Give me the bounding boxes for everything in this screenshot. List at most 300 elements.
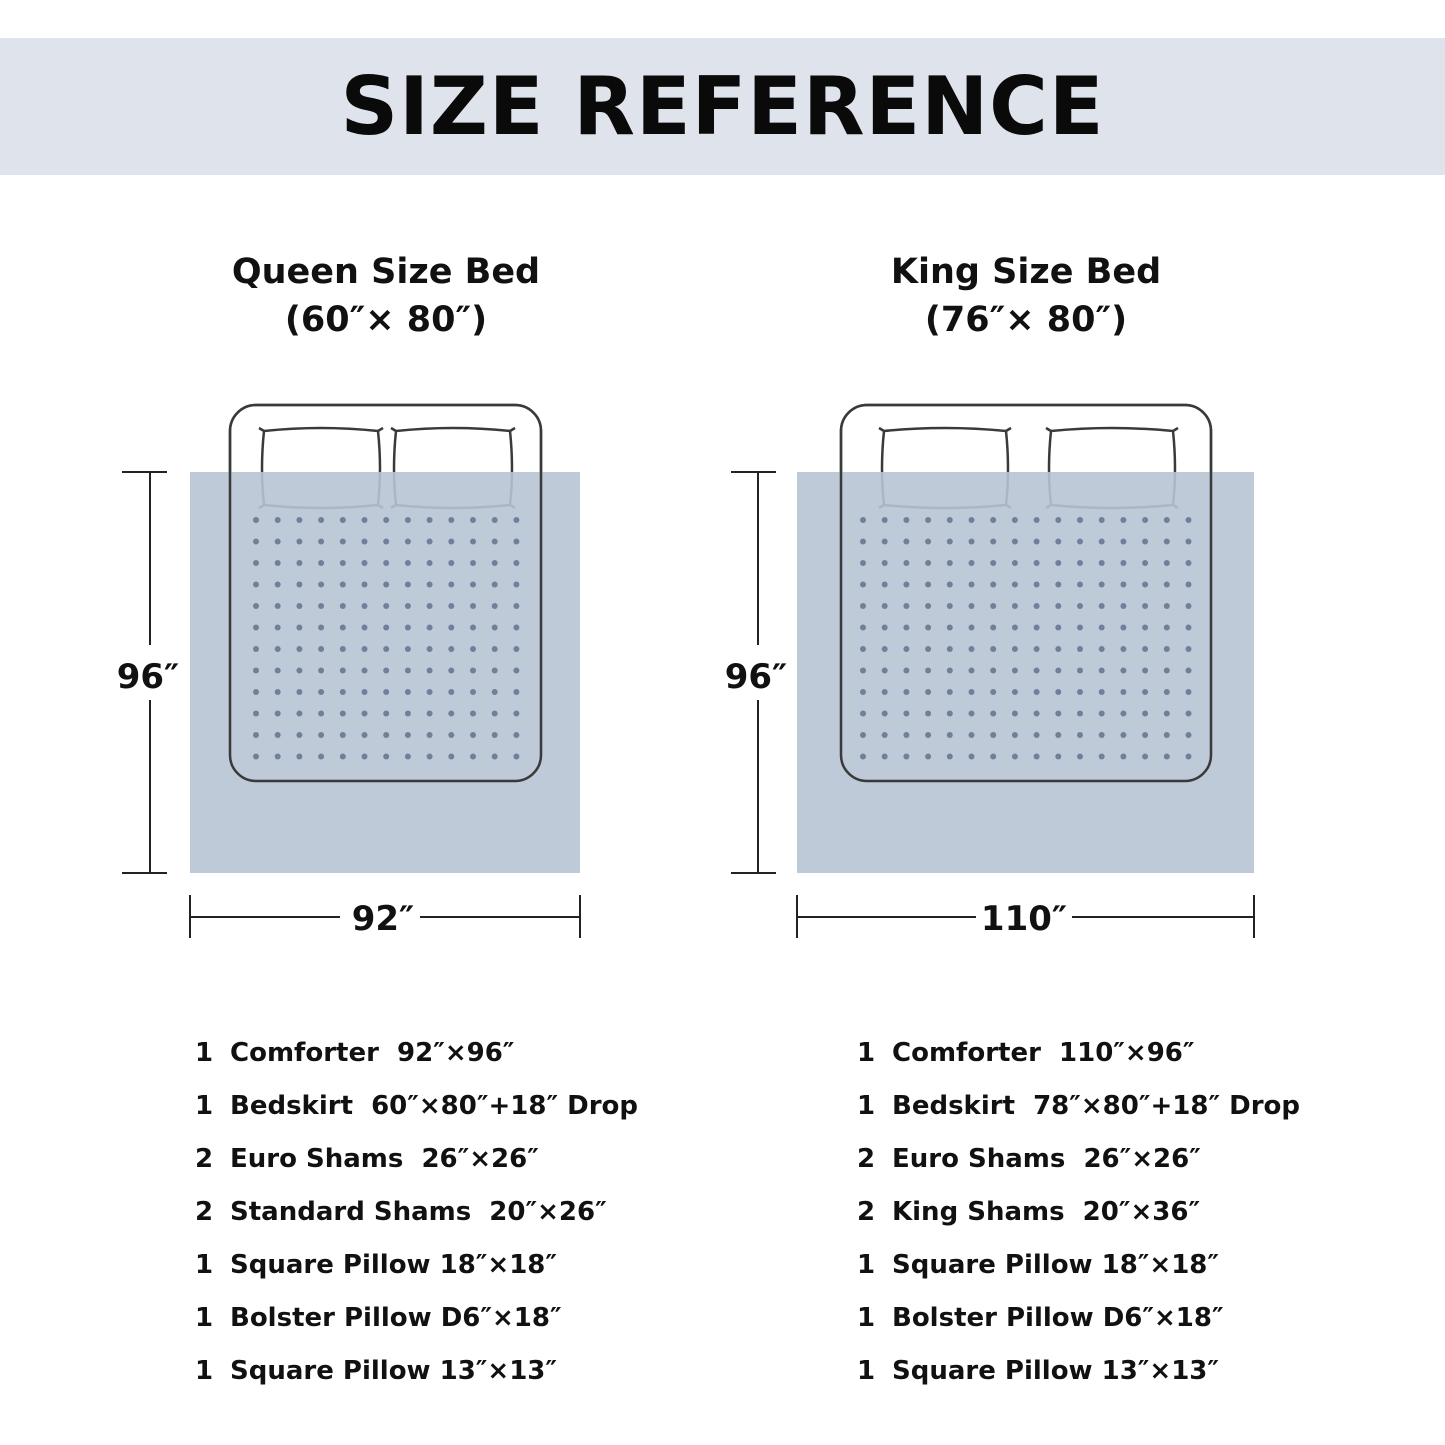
pattern-dot <box>405 668 411 674</box>
pattern-dot <box>1099 646 1105 652</box>
pattern-dot <box>969 539 975 545</box>
pattern-dot <box>296 711 302 717</box>
pattern-dot <box>513 539 519 545</box>
pattern-dot <box>253 560 259 566</box>
pattern-dot <box>275 754 281 760</box>
king-spec-item <box>857 1080 1300 1133</box>
pattern-dot <box>1099 689 1105 695</box>
pattern-dot <box>860 560 866 566</box>
pattern-dot <box>275 646 281 652</box>
pattern-dot <box>903 754 909 760</box>
pattern-dot <box>882 560 888 566</box>
pattern-dot <box>969 689 975 695</box>
pattern-dot <box>1142 560 1148 566</box>
pattern-dot <box>1055 689 1061 695</box>
king-spec-item <box>857 1186 1300 1239</box>
pattern-dot <box>990 539 996 545</box>
pattern-dot <box>448 646 454 652</box>
pattern-dot <box>340 517 346 523</box>
pattern-dot <box>470 711 476 717</box>
pattern-dot <box>925 732 931 738</box>
pattern-dot <box>448 711 454 717</box>
pattern-dot <box>296 560 302 566</box>
pattern-dot <box>1077 689 1083 695</box>
pattern-dot <box>318 603 324 609</box>
item-description: Bolster Pillow D6″×18″ <box>230 1303 562 1333</box>
item-quantity: 1 <box>857 1250 876 1280</box>
pattern-dot <box>1077 560 1083 566</box>
pattern-dot <box>1142 754 1148 760</box>
pattern-dot <box>969 560 975 566</box>
pattern-dot <box>253 582 259 588</box>
pattern-dot <box>1164 689 1170 695</box>
pattern-dot <box>427 668 433 674</box>
pattern-dot <box>383 711 389 717</box>
pattern-dot <box>1186 689 1192 695</box>
pattern-dot <box>1186 560 1192 566</box>
item-description: Comforter 92″×96″ <box>230 1038 515 1068</box>
item-quantity: 2 <box>195 1197 214 1227</box>
queen-spec-list <box>195 1027 638 1398</box>
king-spec-list <box>857 1027 1300 1398</box>
pattern-dot <box>860 754 866 760</box>
pattern-dot <box>882 711 888 717</box>
pattern-dot <box>492 517 498 523</box>
pattern-dot <box>340 603 346 609</box>
pattern-dot <box>1012 668 1018 674</box>
pattern-dot <box>903 711 909 717</box>
pattern-dot <box>383 603 389 609</box>
pattern-dot <box>990 603 996 609</box>
pattern-dot <box>1120 625 1126 631</box>
pattern-dot <box>860 711 866 717</box>
pattern-dot <box>1055 582 1061 588</box>
pattern-dot <box>383 625 389 631</box>
pattern-dot <box>1055 560 1061 566</box>
pattern-dot <box>296 603 302 609</box>
pattern-dot <box>925 560 931 566</box>
queen-spec-item <box>195 1345 638 1398</box>
pattern-dot <box>1055 668 1061 674</box>
pattern-dot <box>1055 646 1061 652</box>
pattern-dot <box>448 732 454 738</box>
pattern-dot <box>882 603 888 609</box>
pattern-dot <box>1142 517 1148 523</box>
item-description: Square Pillow 18″×18″ <box>230 1250 558 1280</box>
king-spec-item <box>857 1345 1300 1398</box>
pattern-dot <box>882 539 888 545</box>
pattern-dot <box>860 625 866 631</box>
pattern-dot <box>513 711 519 717</box>
pattern-dot <box>383 646 389 652</box>
pattern-dot <box>1055 625 1061 631</box>
pattern-dot <box>296 646 302 652</box>
pattern-dot <box>1099 560 1105 566</box>
pattern-dot <box>470 646 476 652</box>
pattern-dot <box>340 754 346 760</box>
pattern-dot <box>925 646 931 652</box>
pattern-dot <box>947 582 953 588</box>
pattern-dot <box>1186 517 1192 523</box>
pattern-dot <box>470 582 476 588</box>
item-quantity: 1 <box>857 1303 876 1333</box>
item-quantity: 2 <box>195 1144 214 1174</box>
pattern-dot <box>1142 732 1148 738</box>
item-description: Square Pillow 18″×18″ <box>892 1250 1220 1280</box>
pattern-dot <box>362 625 368 631</box>
pattern-dot <box>1077 646 1083 652</box>
pattern-dot <box>470 539 476 545</box>
pattern-dot <box>340 689 346 695</box>
pattern-dot <box>448 754 454 760</box>
pattern-dot <box>1186 603 1192 609</box>
pattern-dot <box>492 625 498 631</box>
pattern-dot <box>969 517 975 523</box>
pattern-dot <box>1012 517 1018 523</box>
pattern-dot <box>427 625 433 631</box>
pattern-dot <box>253 539 259 545</box>
pattern-dot <box>448 582 454 588</box>
pattern-dot <box>275 539 281 545</box>
pattern-dot <box>969 625 975 631</box>
pattern-dot <box>1077 625 1083 631</box>
pattern-dot <box>296 732 302 738</box>
pattern-dot <box>427 582 433 588</box>
pattern-dot <box>1099 539 1105 545</box>
pattern-dot <box>1012 732 1018 738</box>
pattern-dot <box>903 732 909 738</box>
pattern-dot <box>253 517 259 523</box>
pattern-dot <box>1077 539 1083 545</box>
pattern-dot <box>1077 582 1083 588</box>
pattern-dot <box>1077 711 1083 717</box>
pattern-dot <box>1077 517 1083 523</box>
pattern-dot <box>492 539 498 545</box>
pattern-dot <box>448 689 454 695</box>
pattern-dot <box>903 625 909 631</box>
pattern-dot <box>513 689 519 695</box>
pattern-dot <box>362 732 368 738</box>
pattern-dot <box>1164 646 1170 652</box>
item-quantity: 1 <box>857 1091 876 1121</box>
pattern-dot <box>513 625 519 631</box>
pattern-dot <box>340 539 346 545</box>
pattern-dot <box>296 625 302 631</box>
pattern-dot <box>340 668 346 674</box>
pattern-dot <box>1186 732 1192 738</box>
king-width-label: 110″ <box>980 899 1068 939</box>
pattern-dot <box>903 689 909 695</box>
pattern-dot <box>1120 754 1126 760</box>
pattern-dot <box>513 603 519 609</box>
item-description: King Shams 20″×36″ <box>892 1197 1201 1227</box>
pattern-dot <box>405 582 411 588</box>
pattern-dot <box>296 689 302 695</box>
pattern-dot <box>1186 582 1192 588</box>
pattern-dot <box>427 732 433 738</box>
king-spec-item <box>857 1133 1300 1186</box>
pattern-dot <box>1077 603 1083 609</box>
pattern-dot <box>492 646 498 652</box>
pattern-dot <box>275 517 281 523</box>
queen-spec-item <box>195 1133 638 1186</box>
pattern-dot <box>405 625 411 631</box>
pattern-dot <box>947 560 953 566</box>
pattern-dot <box>969 668 975 674</box>
pattern-dot <box>1077 732 1083 738</box>
pattern-dot <box>1077 754 1083 760</box>
pattern-dot <box>1186 711 1192 717</box>
pattern-dot <box>903 668 909 674</box>
pattern-dot <box>362 646 368 652</box>
pattern-dot <box>340 625 346 631</box>
pattern-dot <box>903 560 909 566</box>
pattern-dot <box>448 625 454 631</box>
pattern-dot <box>925 582 931 588</box>
pattern-dot <box>1034 732 1040 738</box>
pattern-dot <box>882 689 888 695</box>
item-description: Euro Shams 26″×26″ <box>892 1144 1201 1174</box>
pattern-dot <box>882 668 888 674</box>
pattern-dot <box>1164 560 1170 566</box>
pattern-dot <box>1164 603 1170 609</box>
pattern-dot <box>340 560 346 566</box>
pattern-dot <box>492 689 498 695</box>
queen-spec-item <box>195 1186 638 1239</box>
pattern-dot <box>318 754 324 760</box>
pattern-dot <box>947 732 953 738</box>
king-comforter <box>797 472 1254 873</box>
pattern-dot <box>1055 539 1061 545</box>
pattern-dot <box>492 582 498 588</box>
pattern-dot <box>492 754 498 760</box>
pattern-dot <box>1034 560 1040 566</box>
pattern-dot <box>1055 732 1061 738</box>
pattern-dot <box>1186 625 1192 631</box>
pattern-dot <box>1034 582 1040 588</box>
pattern-dot <box>1012 539 1018 545</box>
pattern-dot <box>318 539 324 545</box>
pattern-dot <box>383 517 389 523</box>
pattern-dot <box>882 646 888 652</box>
pattern-dot <box>860 668 866 674</box>
pattern-dot <box>969 582 975 588</box>
pattern-dot <box>253 625 259 631</box>
pattern-dot <box>253 754 259 760</box>
pattern-dot <box>427 603 433 609</box>
pattern-dot <box>492 732 498 738</box>
pattern-dot <box>253 603 259 609</box>
page-title: SIZE REFERENCE <box>340 60 1105 153</box>
pattern-dot <box>860 689 866 695</box>
pattern-dot <box>1099 668 1105 674</box>
pattern-dot <box>1186 668 1192 674</box>
pattern-dot <box>513 732 519 738</box>
pattern-dot <box>860 646 866 652</box>
queen-bed-diagram <box>117 405 580 939</box>
pattern-dot <box>947 625 953 631</box>
queen-width-label: 92″ <box>351 899 415 939</box>
pattern-dot <box>275 582 281 588</box>
pattern-dot <box>860 582 866 588</box>
pattern-dot <box>318 560 324 566</box>
pattern-dot <box>296 754 302 760</box>
pattern-dot <box>947 754 953 760</box>
pattern-dot <box>1034 711 1040 717</box>
pattern-dot <box>969 732 975 738</box>
item-quantity: 1 <box>195 1038 214 1068</box>
pattern-dot <box>427 646 433 652</box>
pattern-dot <box>318 668 324 674</box>
queen-height-label: 96″ <box>116 657 180 697</box>
pattern-dot <box>1055 711 1061 717</box>
pattern-dot <box>882 582 888 588</box>
pattern-dot <box>275 560 281 566</box>
pattern-dot <box>990 754 996 760</box>
king-bed-size: (76″× 80″) <box>924 300 1128 340</box>
pattern-dot <box>318 625 324 631</box>
queen-spec-item <box>195 1292 638 1345</box>
item-quantity: 2 <box>857 1197 876 1227</box>
pattern-dot <box>362 582 368 588</box>
pattern-dot <box>470 603 476 609</box>
pattern-dot <box>253 668 259 674</box>
pattern-dot <box>925 539 931 545</box>
pattern-dot <box>383 689 389 695</box>
pattern-dot <box>860 603 866 609</box>
pattern-dot <box>470 754 476 760</box>
pattern-dot <box>882 732 888 738</box>
pattern-dot <box>275 732 281 738</box>
pattern-dot <box>318 517 324 523</box>
pattern-dot <box>427 517 433 523</box>
pattern-dot <box>1012 646 1018 652</box>
pattern-dot <box>925 668 931 674</box>
queen-spec-item <box>195 1080 638 1133</box>
pattern-dot <box>903 646 909 652</box>
item-description: Bedskirt 60″×80″+18″ Drop <box>230 1091 638 1121</box>
pattern-dot <box>1142 689 1148 695</box>
pattern-dot <box>427 539 433 545</box>
pattern-dot <box>947 539 953 545</box>
pattern-dot <box>318 732 324 738</box>
item-quantity: 1 <box>857 1038 876 1068</box>
pattern-dot <box>947 646 953 652</box>
king-spec-item <box>857 1239 1300 1292</box>
pattern-dot <box>1120 689 1126 695</box>
pattern-dot <box>860 732 866 738</box>
pattern-dot <box>362 560 368 566</box>
pattern-dot <box>903 539 909 545</box>
item-description: Standard Shams 20″×26″ <box>230 1197 607 1227</box>
pattern-dot <box>947 603 953 609</box>
pattern-dot <box>1142 625 1148 631</box>
pattern-dot <box>1164 582 1170 588</box>
pattern-dot <box>362 668 368 674</box>
pattern-dot <box>882 517 888 523</box>
pattern-dot <box>513 517 519 523</box>
item-description: Bolster Pillow D6″×18″ <box>892 1303 1224 1333</box>
pattern-dot <box>1164 732 1170 738</box>
pattern-dot <box>1055 754 1061 760</box>
pattern-dot <box>318 646 324 652</box>
pattern-dot <box>296 582 302 588</box>
pattern-dot <box>1164 668 1170 674</box>
pattern-dot <box>947 517 953 523</box>
pattern-dot <box>882 754 888 760</box>
pattern-dot <box>990 646 996 652</box>
pattern-dot <box>990 517 996 523</box>
pattern-dot <box>1034 603 1040 609</box>
pattern-dot <box>405 539 411 545</box>
pattern-dot <box>925 625 931 631</box>
pattern-dot <box>513 646 519 652</box>
pattern-dot <box>275 689 281 695</box>
pattern-dot <box>1012 689 1018 695</box>
pattern-dot <box>947 711 953 717</box>
pattern-dot <box>990 732 996 738</box>
pattern-dot <box>1120 646 1126 652</box>
pattern-dot <box>362 754 368 760</box>
pattern-dot <box>427 754 433 760</box>
king-spec-item <box>857 1027 1300 1080</box>
pattern-dot <box>969 603 975 609</box>
pattern-dot <box>1186 646 1192 652</box>
pattern-dot <box>1142 711 1148 717</box>
pattern-dot <box>1099 711 1105 717</box>
pattern-dot <box>448 517 454 523</box>
pattern-dot <box>1186 754 1192 760</box>
queen-bed-name: Queen Size Bed <box>231 252 541 292</box>
pattern-dot <box>1164 625 1170 631</box>
pattern-dot <box>470 732 476 738</box>
item-description: Square Pillow 13″×13″ <box>230 1356 558 1386</box>
queen-spec-item <box>195 1027 638 1080</box>
pattern-dot <box>860 539 866 545</box>
pattern-dot <box>492 603 498 609</box>
pattern-dot <box>513 668 519 674</box>
pattern-dot <box>1012 560 1018 566</box>
pattern-dot <box>470 689 476 695</box>
pattern-dot <box>969 754 975 760</box>
pattern-dot <box>492 560 498 566</box>
pattern-dot <box>405 646 411 652</box>
pattern-dot <box>1099 754 1105 760</box>
pattern-dot <box>990 689 996 695</box>
pattern-dot <box>383 560 389 566</box>
pattern-dot <box>1012 603 1018 609</box>
pattern-dot <box>405 732 411 738</box>
pattern-dot <box>362 689 368 695</box>
pattern-dot <box>1012 754 1018 760</box>
pattern-dot <box>340 711 346 717</box>
pattern-dot <box>990 711 996 717</box>
pattern-dot <box>1034 517 1040 523</box>
pattern-dot <box>275 603 281 609</box>
pattern-dot <box>1120 711 1126 717</box>
pattern-dot <box>1120 603 1126 609</box>
pattern-dot <box>1055 603 1061 609</box>
pattern-dot <box>947 689 953 695</box>
pattern-dot <box>513 582 519 588</box>
pattern-dot <box>1034 668 1040 674</box>
pattern-dot <box>990 625 996 631</box>
pattern-dot <box>903 517 909 523</box>
pattern-dot <box>1099 625 1105 631</box>
pattern-dot <box>1120 732 1126 738</box>
pattern-dot <box>1164 711 1170 717</box>
pattern-dot <box>1034 754 1040 760</box>
